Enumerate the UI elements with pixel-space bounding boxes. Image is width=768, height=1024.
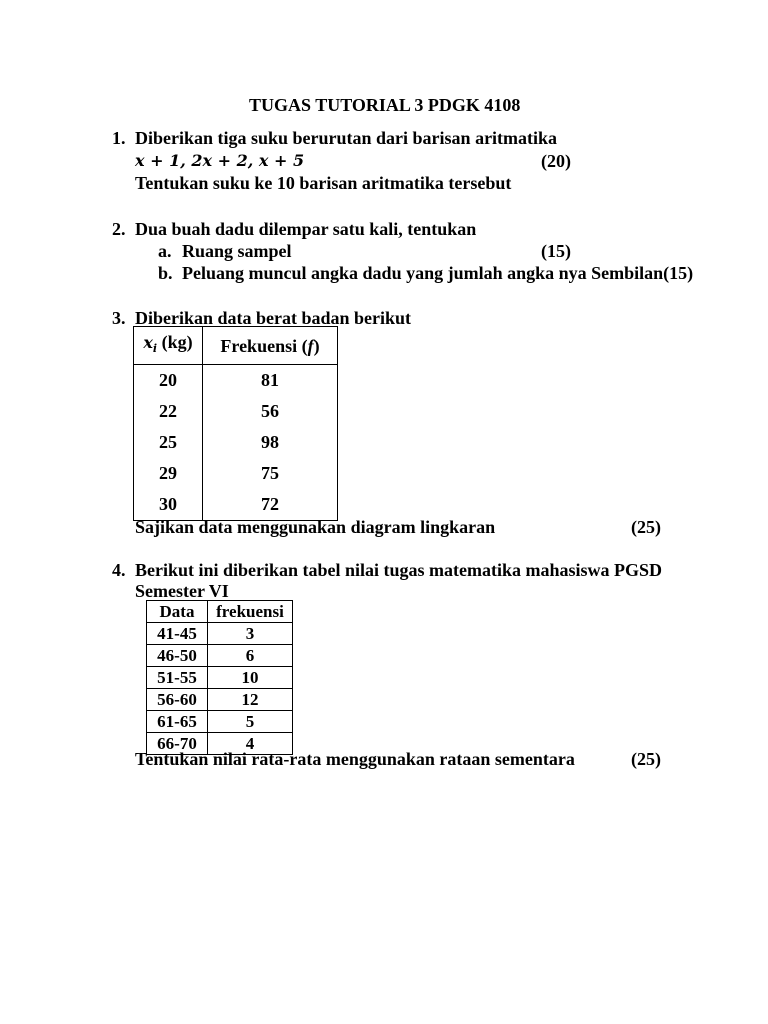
interval-cell: 66-70 xyxy=(147,733,208,755)
weight-cell: 30 xyxy=(134,489,203,521)
q3-task: Sajikan data menggunakan diagram lingkaran xyxy=(135,517,496,537)
frequency-label: Frekuensi ( xyxy=(220,335,308,356)
q1-number: 1. xyxy=(112,128,126,148)
q3-score: (25) xyxy=(631,517,661,537)
frequency-cell: 81 xyxy=(261,370,279,391)
interval-cell: 61-65 xyxy=(147,711,208,733)
frequency-col-header xyxy=(203,327,338,365)
weight-cell: 29 xyxy=(134,458,203,489)
table-row xyxy=(147,689,293,711)
q4-task: Tentukan nilai rata-rata menggunakan rataan sementara xyxy=(135,749,575,769)
q4-number: 4. xyxy=(112,560,126,580)
q1-expression: x + 1, 2x + 2, x + 5 xyxy=(135,151,305,170)
frequency-col-header: frekuensi xyxy=(208,601,293,623)
q2-b-text: Peluang muncul angka dadu yang jumlah angka nya Sembilan(15) xyxy=(182,263,694,283)
page-title: TUGAS TUTORIAL 3 PDGK 4108 xyxy=(249,95,521,115)
q3-text: Diberikan data berat badan berikut xyxy=(135,308,412,328)
frequency-cell: 75 xyxy=(261,463,279,484)
interval-cell: 41-45 xyxy=(147,623,208,645)
weight-col-header xyxy=(134,327,203,365)
weight-cell: 25 xyxy=(134,427,203,458)
q2-b-label: b. xyxy=(158,263,173,283)
weight-unit: (kg) xyxy=(157,332,193,352)
frequency-cell: 3 xyxy=(208,623,293,645)
frequency-cell: 4 xyxy=(208,733,293,755)
frequency-cell: 72 xyxy=(261,494,279,515)
frequency-paren: ) xyxy=(313,335,320,356)
q2-a-text: Ruang sampel xyxy=(182,241,292,261)
table-row xyxy=(147,711,293,733)
q2-a-score: (15) xyxy=(541,241,571,261)
q1-text: Diberikan tiga suku berurutan dari barisan aritmatika xyxy=(135,128,558,148)
x-variable: $x_i$ xyxy=(143,333,158,356)
frequency-cell: 98 xyxy=(261,432,279,453)
frequency-cell: 5 xyxy=(208,711,293,733)
q1-task: Tentukan suku ke 10 barisan aritmatika tersebut xyxy=(135,173,512,193)
q2-number: 2. xyxy=(112,219,126,239)
score-table-header xyxy=(147,601,293,623)
table-row xyxy=(134,427,338,458)
frequency-cell: 12 xyxy=(208,689,293,711)
q2-a-label: a. xyxy=(158,241,172,261)
data-col-header: Data xyxy=(147,601,208,623)
q4-score: (25) xyxy=(631,749,661,769)
q3-number: 3. xyxy=(112,308,126,328)
q2-text: Dua buah dadu dilempar satu kali, tentukan xyxy=(135,219,477,239)
weight-table xyxy=(133,326,338,521)
frequency-cell: 56 xyxy=(261,401,279,422)
table-row xyxy=(147,645,293,667)
frequency-cell: 6 xyxy=(208,645,293,667)
weight-table-header xyxy=(134,327,338,365)
q4-text-line2: Semester VI xyxy=(135,581,229,601)
table-row xyxy=(134,365,338,397)
q4-text: Berikut ini diberikan tabel nilai tugas matematika mahasiswa PGSD xyxy=(135,560,663,580)
table-row xyxy=(134,396,338,427)
f-variable: f xyxy=(307,335,314,356)
weight-cell: 20 xyxy=(134,365,203,397)
table-row xyxy=(134,458,338,489)
frequency-cell: 10 xyxy=(208,667,293,689)
table-row xyxy=(147,623,293,645)
q1-score: (20) xyxy=(541,151,571,171)
interval-cell: 46-50 xyxy=(147,645,208,667)
score-table xyxy=(146,600,293,755)
weight-cell: 22 xyxy=(134,396,203,427)
interval-cell: 56-60 xyxy=(147,689,208,711)
table-row xyxy=(147,667,293,689)
interval-cell: 51-55 xyxy=(147,667,208,689)
